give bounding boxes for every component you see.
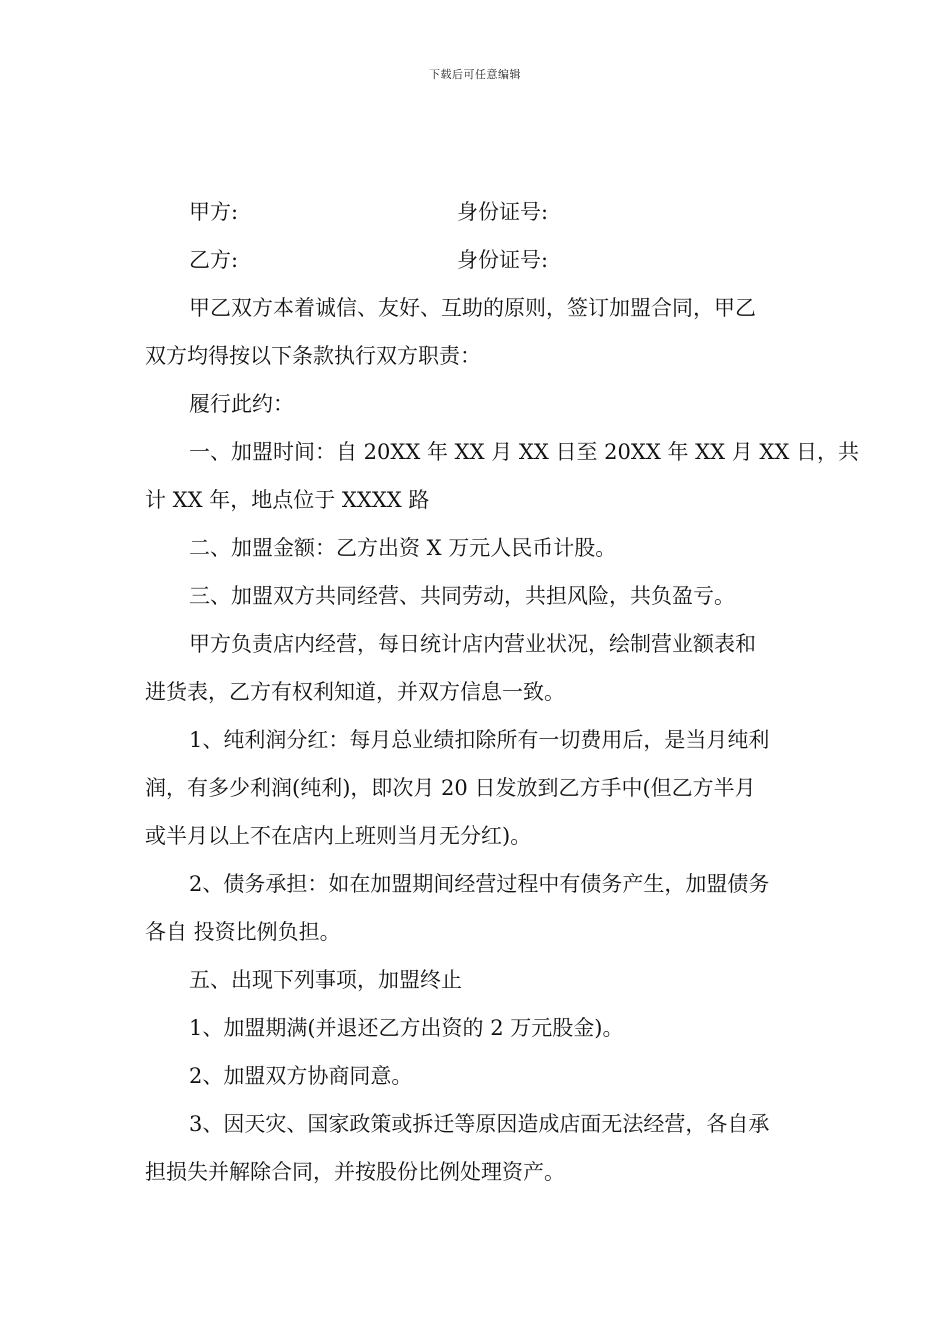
paragraph-line: 3、因天灾、国家政策或拆迁等原因造成店面无法经营，各自承	[189, 1112, 770, 1136]
paragraph-line: 甲乙双方本着诚信、友好、互助的原则，签订加盟合同，甲乙	[189, 296, 756, 320]
paragraph-line: 五、出现下列事项，加盟终止	[189, 968, 462, 992]
page-header: 下载后可任意编辑	[429, 68, 521, 81]
paragraph-line: 履行此约：	[189, 392, 294, 416]
paragraph-line: 一、加盟时间：自 20XX 年 XX 月 XX 日至 20XX 年 XX 月 XX 日，共	[189, 440, 859, 464]
party-a-label: 甲方:	[189, 200, 239, 224]
contract-body	[145, 188, 859, 1196]
paragraph-line: 三、加盟双方共同经营、共同劳动，共担风险，共负盈亏。	[189, 584, 735, 608]
party-b-id-label: 身份证号:	[457, 248, 549, 272]
party-b-row	[145, 236, 810, 284]
party-b-label: 乙方:	[189, 248, 239, 272]
paragraph-line: 双方均得按以下条款执行双方职责：	[145, 344, 481, 368]
paragraph-line: 2、加盟双方协商同意。	[189, 1064, 413, 1088]
paragraph-line: 进货表，乙方有权利知道，并双方信息一致。	[145, 680, 565, 704]
paragraph-line: 1、加盟期满(并退还乙方出资的 2 万元股金)。	[189, 1016, 624, 1040]
paragraph-line: 甲方负责店内经营，每日统计店内营业状况，绘制营业额表和	[189, 632, 756, 656]
paragraph-line: 担损失并解除合同，并按股份比例处理资产。	[145, 1160, 565, 1184]
paragraph-line: 或半月以上不在店内上班则当月无分红)。	[145, 824, 532, 848]
paragraph-line: 2、债务承担：如在加盟期间经营过程中有债务产生，加盟债务	[189, 872, 770, 896]
paragraph-line: 1、纯利润分红：每月总业绩扣除所有一切费用后，是当月纯利	[189, 728, 770, 752]
paragraph-line: 计 XX 年，地点位于 XXXX 路	[145, 488, 430, 512]
paragraph-line: 二、加盟金额：乙方出资 X 万元人民币计股。	[189, 536, 617, 560]
party-a-id-label: 身份证号:	[457, 200, 549, 224]
party-a-row	[145, 188, 810, 236]
paragraph-line: 各自 投资比例负担。	[145, 920, 341, 944]
paragraph-line: 润，有多少利润(纯利)，即次月 20 日发放到乙方手中(但乙方半月	[145, 776, 756, 800]
